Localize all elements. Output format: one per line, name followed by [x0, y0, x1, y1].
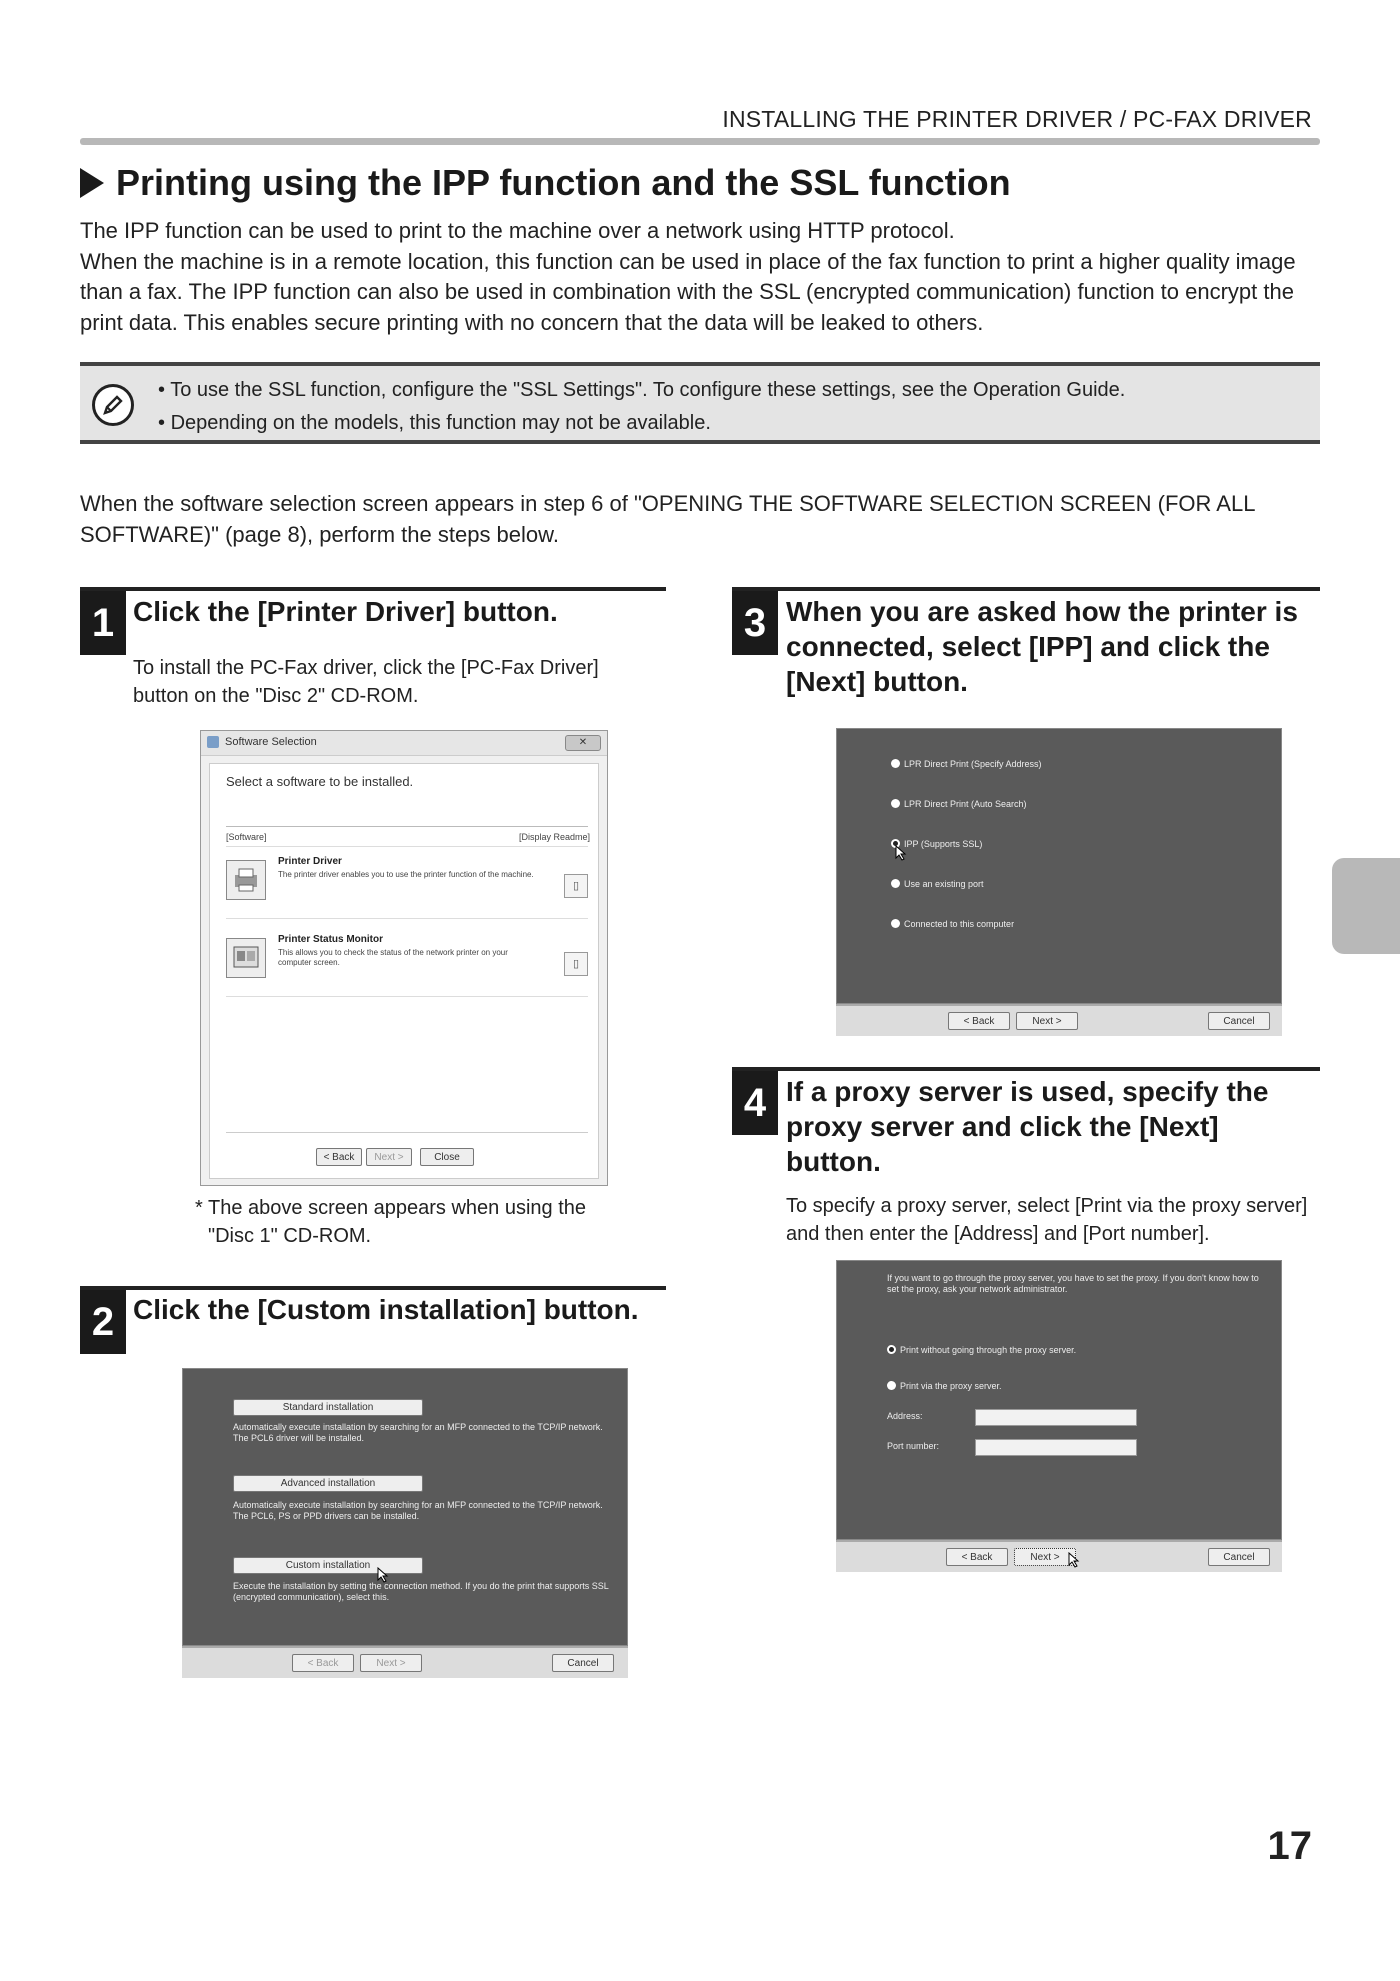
cancel-button[interactable]: Cancel: [552, 1654, 614, 1672]
custom-installation-desc: Execute the installation by setting the connection method. If you do the print that supports SSL (encrypted communication), select this.: [233, 1581, 609, 1602]
software-column-label: [Software]: [226, 832, 267, 842]
port-number-input[interactable]: [975, 1439, 1137, 1456]
chapter-side-tab: [1332, 858, 1400, 954]
radio-icon: [891, 759, 900, 768]
page-number: 17: [1267, 1824, 1312, 1868]
software-selection-window: [200, 730, 608, 1186]
status-monitor-icon[interactable]: [226, 938, 266, 978]
standard-installation-button[interactable]: Standard installation: [233, 1399, 423, 1416]
printer-status-monitor-row[interactable]: [226, 932, 588, 988]
app-icon: [207, 736, 219, 748]
intro-paragraph: When the machine is in a remote location, this function can be used in place of the fax function to print a higher quality image than a fax. The IPP function can also be used in combination with the SSL (encrypted communication) function to encrypt the print data. This enables secure printing with no concern that the data will be leaked to others.: [80, 248, 1296, 335]
step-4-number: 4: [732, 1071, 778, 1135]
triangle-bullet-icon: [80, 168, 104, 198]
step-3-number: 3: [732, 591, 778, 655]
divider: [226, 1132, 588, 1133]
address-label: Address:: [887, 1411, 923, 1421]
option-label: LPR Direct Print (Specify Address): [904, 759, 1042, 769]
proxy-info-text: If you want to go through the proxy server, you have to set the proxy. If you don't know how to set the proxy, ask your network administrator.: [887, 1273, 1259, 1294]
radio-icon: [887, 1381, 896, 1390]
intro-text: [80, 216, 1325, 338]
advanced-installation-desc: Automatically execute installation by searching for an MFP connected to the TCP/IP network. The PCL6, PS or PPD drivers can be installed.: [233, 1500, 603, 1521]
back-button[interactable]: < Back: [946, 1548, 1008, 1566]
next-button[interactable]: Next >: [1016, 1012, 1078, 1030]
option-label: IPP (Supports SSL): [904, 839, 983, 849]
radio-icon: [891, 879, 900, 888]
footnote-text: The above screen appears when using the "Disc 1" CD-ROM.: [208, 1197, 587, 1247]
custom-installation-button[interactable]: Custom installation: [233, 1557, 423, 1574]
window-heading: Select a software to be installed.: [226, 774, 414, 789]
step-1-footnote: [195, 1194, 615, 1250]
option-existing-port[interactable]: [891, 879, 984, 890]
step-1-title: Click the [Printer Driver] button.: [133, 596, 558, 627]
printer-icon[interactable]: [226, 860, 266, 900]
readme-column-label: [Display Readme]: [518, 832, 590, 842]
note-box: [80, 362, 1320, 444]
close-button[interactable]: Close: [420, 1148, 474, 1166]
intro-paragraph: The IPP function can be used to print to the machine over a network using HTTP protocol.: [80, 218, 955, 243]
footnote-mark: *: [195, 1197, 203, 1219]
option-label: Print without going through the proxy server.: [900, 1345, 1077, 1355]
back-button[interactable]: < Back: [948, 1012, 1010, 1030]
option-label: LPR Direct Print (Auto Search): [904, 799, 1027, 809]
proxy-settings-footer: [836, 1540, 1282, 1572]
status-monitor-name: Printer Status Monitor: [278, 934, 384, 945]
status-monitor-desc: This allows you to check the status of the network printer on your computer screen.: [278, 948, 508, 967]
section-title-text: Printing using the IPP function and the SSL function: [116, 162, 1011, 203]
option-label: Connected to this computer: [904, 919, 1015, 929]
running-header: INSTALLING THE PRINTER DRIVER / PC-FAX DRIVER: [722, 106, 1312, 132]
radio-selected-icon: [887, 1345, 896, 1354]
step-1-number: 1: [80, 591, 126, 655]
mouse-cursor-icon: [895, 845, 907, 866]
radio-icon: [891, 799, 900, 808]
printer-driver-name: Printer Driver: [278, 856, 342, 867]
step-1-description: To install the PC-Fax driver, click the [PC-Fax Driver] button on the "Disc 2" CD-ROM.: [133, 657, 599, 707]
cancel-button[interactable]: Cancel: [1208, 1012, 1270, 1030]
advanced-installation-button[interactable]: Advanced installation: [233, 1475, 423, 1492]
divider: [226, 996, 588, 997]
step-2-title: Click the [Custom installation] button.: [133, 1294, 639, 1325]
step-2-number: 2: [80, 1290, 126, 1354]
option-label: Use an existing port: [904, 879, 984, 889]
step-3-title: When you are asked how the printer is connected, select [IPP] and click the [Next] button.: [786, 596, 1298, 697]
cancel-button[interactable]: Cancel: [1208, 1548, 1270, 1566]
option-connected-computer[interactable]: [891, 919, 1014, 930]
note-item: • Depending on the models, this function may not be available.: [158, 407, 1125, 440]
step-4-rule: [732, 1067, 1320, 1071]
lead-paragraph: When the software selection screen appears in step 6 of "OPENING THE SOFTWARE SELECTION SCREEN (FOR ALL SOFTWARE)" (page 8), perform the steps below.: [80, 491, 1255, 547]
standard-installation-desc: Automatically execute installation by searching for an MFP connected to the TCP/IP network. The PCL6 driver will be installed.: [233, 1422, 603, 1443]
mouse-cursor-icon: [1068, 1552, 1080, 1573]
installation-type-footer: [182, 1646, 628, 1678]
note-list: [158, 374, 1125, 440]
window-content: [209, 763, 599, 1179]
option-no-proxy[interactable]: [887, 1345, 1076, 1356]
close-icon[interactable]: ✕: [565, 735, 601, 751]
window-titlebar: [201, 731, 607, 756]
connection-method-screen: [836, 728, 1282, 1004]
readme-icon[interactable]: ▯: [564, 874, 588, 898]
port-number-label: Port number:: [887, 1441, 940, 1451]
divider: [226, 826, 588, 827]
section-title: [80, 162, 1011, 204]
step-4-title: If a proxy server is used, specify the proxy server and click the [Next] button.: [786, 1076, 1269, 1177]
connection-method-footer: [836, 1004, 1282, 1036]
back-button[interactable]: < Back: [292, 1654, 354, 1672]
step-3-rule: [732, 587, 1320, 591]
next-button[interactable]: Next >: [1014, 1548, 1076, 1566]
next-button[interactable]: Next >: [360, 1654, 422, 1672]
header-rule: [80, 138, 1320, 145]
readme-icon[interactable]: ▯: [564, 952, 588, 976]
divider: [226, 846, 588, 847]
note-item: • To use the SSL function, configure the "SSL Settings". To configure these settings, see the Operation Guide.: [158, 374, 1125, 407]
option-via-proxy[interactable]: [887, 1381, 1002, 1392]
radio-icon: [891, 919, 900, 928]
next-button[interactable]: Next >: [366, 1148, 412, 1166]
address-input[interactable]: [975, 1409, 1137, 1426]
step-2-rule: [80, 1286, 666, 1290]
pencil-note-icon: [92, 384, 134, 426]
back-button[interactable]: < Back: [316, 1148, 362, 1166]
printer-driver-desc: The printer driver enables you to use the printer function of the machine.: [278, 870, 534, 879]
option-lpr-specify-address[interactable]: [891, 759, 1042, 770]
window-title: Software Selection: [225, 736, 317, 748]
divider: [226, 918, 588, 919]
installation-type-screen: [182, 1368, 628, 1646]
step-1-rule: [80, 587, 666, 591]
step-4-description: To specify a proxy server, select [Print via the proxy server] and then enter the [Address] and [Port number].: [786, 1195, 1308, 1245]
printer-driver-row[interactable]: [226, 854, 588, 910]
option-label: Print via the proxy server.: [900, 1381, 1002, 1391]
proxy-settings-screen: [836, 1260, 1282, 1540]
option-lpr-auto-search[interactable]: [891, 799, 1027, 810]
